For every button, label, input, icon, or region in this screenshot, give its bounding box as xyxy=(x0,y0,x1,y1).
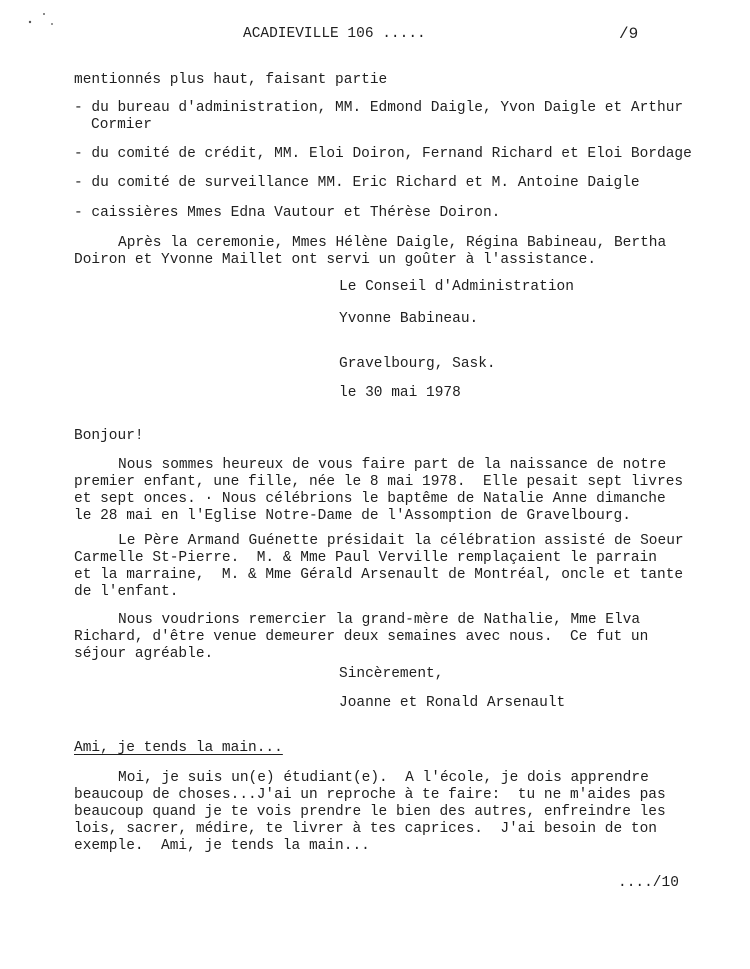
signature-org: Le Conseil d'Administration xyxy=(339,279,574,295)
letter-date: le 30 mai 1978 xyxy=(339,385,461,401)
next-page-ref: ..../10 xyxy=(618,875,679,891)
birth-line: le 28 mai en l'Eglise Notre-Dame de l'Assomption de Gravelbourg. xyxy=(74,508,631,524)
scan-specks xyxy=(0,0,60,40)
ceremony-line: Après la ceremonie, Mmes Hélène Daigle, Régina Babineau, Bertha xyxy=(118,235,667,251)
signature-names: Joanne et Ronald Arsenault xyxy=(339,695,566,711)
birth-line: Nous sommes heureux de vous faire part de la naissance de notre xyxy=(118,457,667,473)
baptism-line: de l'enfant. xyxy=(74,584,179,600)
committee-item-continuation: Cormier xyxy=(91,117,152,133)
running-header: ACADIEVILLE 106 ..... xyxy=(243,26,426,42)
ceremony-line: Doiron et Yvonne Maillet ont servi un goûter à l'assistance. xyxy=(74,252,597,268)
committee-item: - du bureau d'administration, MM. Edmond Daigle, Yvon Daigle et Arthur xyxy=(74,100,684,116)
poem-title: Ami, je tends la main... xyxy=(74,740,283,756)
greeting: Bonjour! xyxy=(74,428,144,444)
baptism-line: Le Père Armand Guénette présidait la célébration assisté de Soeur xyxy=(118,533,684,549)
poem-line: exemple. Ami, je tends la main... xyxy=(74,838,370,854)
thanks-line: Richard, d'être venue demeurer deux semaines avec nous. Ce fut un xyxy=(74,629,649,645)
page-number: /9 xyxy=(619,25,639,43)
birth-line: et sept onces. · Nous célébrions le baptême de Natalie Anne dimanche xyxy=(74,491,666,507)
baptism-line: et la marraine, M. & Mme Gérald Arsenault de Montréal, oncle et tante xyxy=(74,567,684,583)
committee-item: - du comité de surveillance MM. Eric Richard et M. Antoine Daigle xyxy=(74,175,640,191)
poem-line: beaucoup quand je te vois prendre le bien des autres, enfreindre les xyxy=(74,804,666,820)
committee-item: - du comité de crédit, MM. Eloi Doiron, Fernand Richard et Eloi Bordage xyxy=(74,146,692,162)
poem-line: Moi, je suis un(e) étudiant(e). A l'école, je dois apprendre xyxy=(118,770,649,786)
baptism-line: Carmelle St-Pierre. M. & Mme Paul Verville remplaçaient le parrain xyxy=(74,550,657,566)
closing: Sincèrement, xyxy=(339,666,444,682)
poem-line: lois, sacrer, médire, te livrer à tes caprices. J'ai besoin de ton xyxy=(74,821,657,837)
poem-line: beaucoup de choses...J'ai un reproche à te faire: tu ne m'aides pas xyxy=(74,787,666,803)
thanks-line: Nous voudrions remercier la grand-mère de Nathalie, Mme Elva xyxy=(118,612,641,628)
signature-name: Yvonne Babineau. xyxy=(339,311,479,327)
letter-place: Gravelbourg, Sask. xyxy=(339,356,496,372)
intro-line: mentionnés plus haut, faisant partie xyxy=(74,72,388,88)
thanks-line: séjour agréable. xyxy=(74,646,214,662)
birth-line: premier enfant, une fille, née le 8 mai 1978. Elle pesait sept livres xyxy=(74,474,684,490)
committee-item: - caissières Mmes Edna Vautour et Thérèse Doiron. xyxy=(74,205,501,221)
